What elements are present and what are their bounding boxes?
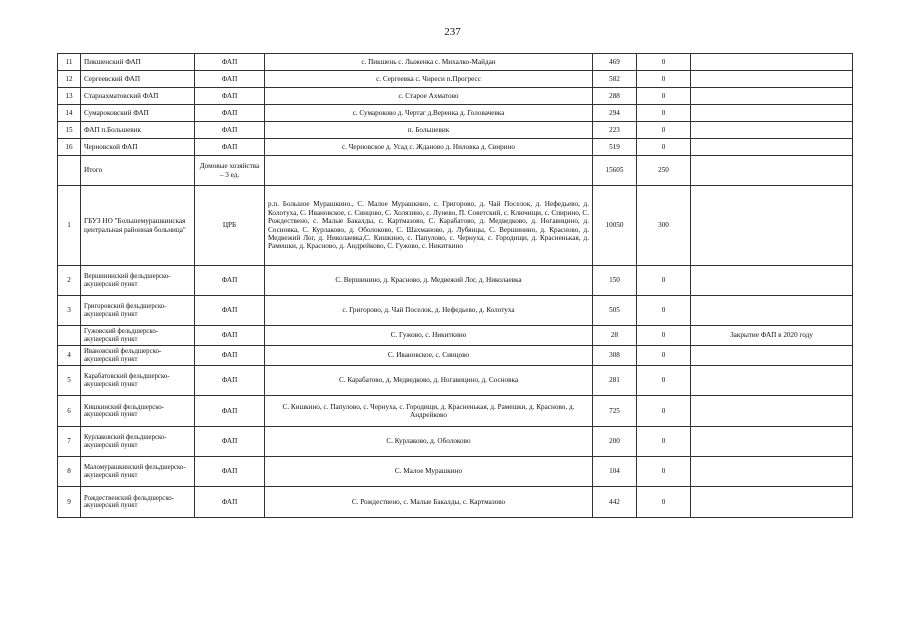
value: 0 [637,71,691,88]
value: 0 [637,366,691,396]
population: 150 [593,266,637,296]
value: 0 [637,122,691,139]
note [691,186,853,266]
facility-name: Черновской ФАП [81,139,195,156]
population: 288 [593,88,637,105]
note [691,105,853,122]
note [691,122,853,139]
population: 104 [593,457,637,487]
population: 281 [593,366,637,396]
facility-name: Кишкинский фельдшерско-акушерский пункт [81,396,195,427]
facility-type: ФАП [195,346,265,366]
page-number: 237 [444,26,461,38]
note [691,54,853,71]
row-number: 11 [58,54,81,71]
facility-name: Рождественский фельдшерско-акушерский пункт [81,487,195,518]
facility-type: ФАП [195,266,265,296]
facilities-table [57,53,853,518]
facility-type: ФАП [195,88,265,105]
facility-name: Староахматовский ФАП [81,88,195,105]
facility-name: Маломурашкинский фельдшерско-акушерский пункт [81,457,195,487]
facility-type: ФАП [195,366,265,396]
note [691,457,853,487]
facility-type: ЦРБ [195,186,265,266]
settlements: п. Большевик [265,122,593,139]
facility-type: ФАП [195,296,265,326]
row-number: 8 [58,457,81,487]
note [691,366,853,396]
value: 0 [637,326,691,346]
note [691,156,853,186]
value: 0 [637,346,691,366]
settlements: С. Гужово, с. Никиткино [265,326,593,346]
table-row [58,54,853,71]
facility-name: Вершининский фельдшерско-акушерский пункт [81,266,195,296]
facility-name: ФАП п.Большевик [81,122,195,139]
row-number: 1 [58,186,81,266]
settlements: с. Черновское д. Усад с. Жданово д. Ниловка д. Свирино [265,139,593,156]
table-row [58,346,853,366]
row-number [58,326,81,346]
population: 442 [593,487,637,518]
note [691,71,853,88]
population: 10050 [593,186,637,266]
value: 300 [637,186,691,266]
row-number: 9 [58,487,81,518]
facility-name: Курлаковский фельдшерско-акушерский пункт [81,427,195,457]
value: 250 [637,156,691,186]
table-row [58,326,853,346]
row-number: 6 [58,396,81,427]
value: 0 [637,396,691,427]
population: 28 [593,326,637,346]
facility-type: ФАП [195,139,265,156]
facility-type: ФАП [195,457,265,487]
row-number: 14 [58,105,81,122]
settlements: С. Ивановское, с. Синцово [265,346,593,366]
note [691,346,853,366]
population: 725 [593,396,637,427]
facility-type: ФАП [195,71,265,88]
settlements: с. Сумароково д. Чертаг д.Веренка д. Головачевка [265,105,593,122]
value: 0 [637,487,691,518]
value: 0 [637,296,691,326]
value: 0 [637,139,691,156]
note [691,427,853,457]
row-number: 16 [58,139,81,156]
settlements: С. Малое Мурашкино [265,457,593,487]
population: 582 [593,71,637,88]
facility-name: Сумароковский ФАП [81,105,195,122]
table-row [58,457,853,487]
table-row [58,427,853,457]
value: 0 [637,427,691,457]
note [691,487,853,518]
facility-name: Ивановский фельдшерско-акушерский пункт [81,346,195,366]
row-number: 3 [58,296,81,326]
settlements: с. Пикшень с. Лыженка с. Михалко-Майдан [265,54,593,71]
row-number: 12 [58,71,81,88]
value: 0 [637,105,691,122]
row-number: 2 [58,266,81,296]
row-number: 13 [58,88,81,105]
total-row [58,156,853,186]
population: 308 [593,346,637,366]
closure-note: Закрытие ФАП в 2020 году [691,326,853,346]
row-number: 7 [58,427,81,457]
table-row [58,88,853,105]
note [691,266,853,296]
settlements: С. Вершинино, д. Красново, д. Медвежий Лог, д. Николаевка [265,266,593,296]
population: 223 [593,122,637,139]
table-row [58,487,853,518]
note [691,396,853,427]
facility-type: ФАП [195,105,265,122]
value: 0 [637,54,691,71]
settlements: С. Карабатово, д. Медведково, д. Ногавицино, д. Сосновка [265,366,593,396]
facility-type: ФАП [195,54,265,71]
table-row [58,266,853,296]
facility-name: Карабатовский фельдшерско-акушерский пункт [81,366,195,396]
table-row [58,122,853,139]
settlements: С. Курлаково, д. Оболоково [265,427,593,457]
row-number [58,156,81,186]
value: 0 [637,88,691,105]
settlements: с. Григорово, д. Чай Поселок, д. Нефедьево, д. Колотуха [265,296,593,326]
table-row [58,366,853,396]
table-row [58,139,853,156]
value: 0 [637,457,691,487]
facility-name: ГБУЗ НО "Большемурашкинская центральная районная больница" [81,186,195,266]
settlements: С. Рождествено, с. Малые Бакалды, с. Картмазово [265,487,593,518]
population: 15605 [593,156,637,186]
table-row [58,296,853,326]
table-row [58,186,853,266]
row-number: 15 [58,122,81,139]
population: 519 [593,139,637,156]
population: 294 [593,105,637,122]
settlements: р.п. Большое Мурашкино., С. Малое Мурашкино, с. Григорово, д. Чай Поселок, д. Нефедьево, д. Колотуха, С. Ивановское, с. Синцово, С. Холязино, с. Лунево, П. Советский, с. Ключищи, с. Спирино, С. Рождествено, с. Малые Бакалды, с. Картмазово, С. Карабатово, д. Медведково, д. Ногавицино, д. Сосновка, С. Курлаково, д. Оболоково, С. Шахманово, д. Лубянцы, С. Вершинино, д. Красново, д. Медвежий Лог, д. Николаевка,С. Кишкино, с. Папулово, с. Чернуха, с. Городищи, д. Красненькая, д. Рамешки, д. Красново, д. Андрейково, С. Гужово, с. Никиткино [265,186,593,266]
facility-name: Сергеевский ФАП [81,71,195,88]
population: 469 [593,54,637,71]
value: 0 [637,266,691,296]
facility-type: ФАП [195,122,265,139]
facility-name: Григоровский фельдшерско-акушерский пункт [81,296,195,326]
note [691,139,853,156]
table-row [58,105,853,122]
facility-name: Пикшенский ФАП [81,54,195,71]
table-row [58,71,853,88]
settlements [265,156,593,186]
population: 505 [593,296,637,326]
facility-name: Гужовский фельдшерско-акушерский пункт [81,326,195,346]
settlements: с. Сергеевка с. Чиреси п.Прогресс [265,71,593,88]
table-row [58,396,853,427]
facility-type: ФАП [195,487,265,518]
settlements: с. Старое Ахматово [265,88,593,105]
households-note: Домовые хозяйства – 3 ед. [195,156,265,186]
row-number: 4 [58,346,81,366]
population: 200 [593,427,637,457]
facility-type: ФАП [195,326,265,346]
facility-type: ФАП [195,396,265,427]
total-label: Итого [81,156,195,186]
note [691,296,853,326]
note [691,88,853,105]
facility-type: ФАП [195,427,265,457]
settlements: С. Кишкино, с. Папулово, с. Чернуха, с. Городищи, д. Красненькая, д. Рамешки, д. Красново, д. Андрейково [265,396,593,427]
row-number: 5 [58,366,81,396]
